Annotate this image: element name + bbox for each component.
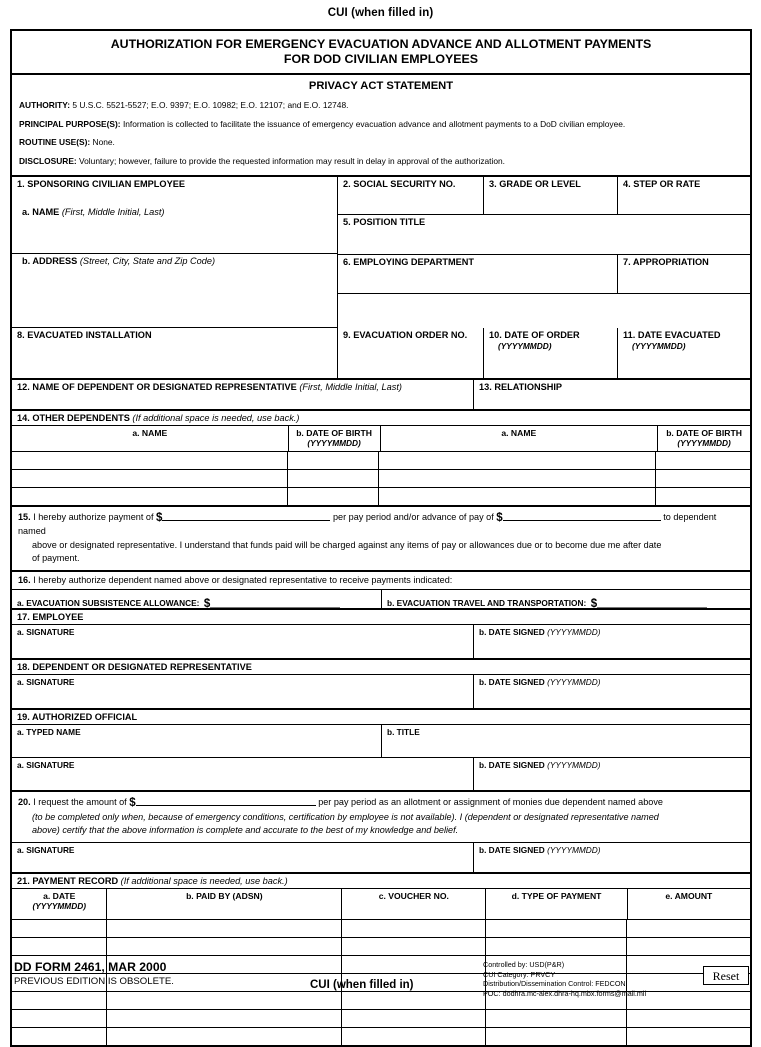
item-20a-label: a. SIGNATURE — [17, 844, 75, 855]
field-6-label: 6. EMPLOYING DEPARTMENT — [343, 257, 475, 267]
table-row — [12, 938, 750, 956]
item-21-cell[interactable] — [486, 920, 627, 937]
item-19b-label: b. TITLE — [387, 727, 420, 737]
block-12-13-row — [12, 380, 750, 411]
item-21-column-headers — [12, 889, 750, 920]
footer-distribution: Distribution/Dissemination Control: FEDCON — [483, 979, 626, 989]
item-19-header — [12, 710, 750, 725]
privacy-act-statement — [12, 75, 750, 177]
item-21-col-label: c. VOUCHER NO. — [378, 890, 449, 901]
field-14-col-dob-2-hint: (YYYYMMDD) — [677, 438, 731, 448]
item-15-text1: I hereby authorize payment of — [33, 511, 154, 522]
item-19c-label: a. SIGNATURE — [17, 760, 75, 770]
field-1-pad — [17, 191, 333, 207]
item-16a-label: a. EVACUATION SUBSISTENCE ALLOWANCE: — [17, 598, 200, 608]
table-row — [12, 470, 750, 488]
item-21-cell[interactable] — [342, 920, 486, 937]
dollar-sign-icon-5: $ — [129, 797, 136, 809]
item-19b-title[interactable] — [382, 725, 750, 757]
privacy-authority-text: 5 U.S.C. 5521-5527; E.O. 9397; E.O. 10982; E.O. 12107; and E.O. 12748. — [72, 100, 349, 110]
table-row — [12, 488, 750, 506]
field-4-label: 4. STEP OR RATE — [623, 179, 701, 189]
item-19-signature-row — [12, 758, 750, 792]
item-21-cell[interactable] — [342, 1028, 486, 1045]
field-1a-input-area[interactable] — [12, 218, 337, 254]
item-17b-label: b. DATE SIGNED (YYYYMMDD) — [479, 627, 601, 637]
field-14-label: 14. OTHER DEPENDENTS (If additional space is needed, use back.) — [17, 412, 300, 423]
item-15-line1 — [18, 510, 744, 539]
field-14-header — [12, 411, 750, 426]
field-3-label: 3. GRADE OR LEVEL — [489, 179, 581, 189]
field-14-col-dob-1-label: b. DATE OF BIRTH — [296, 427, 372, 438]
field-1a-name[interactable] — [17, 207, 333, 219]
item-21-col-label: b. PAID BY (ADSN) — [186, 890, 263, 901]
item-17a-signature[interactable] — [12, 625, 474, 658]
item-20-line1 — [18, 795, 744, 811]
footer-cui-banner: CUI (when filled in) — [310, 979, 414, 991]
item-21-col-label: d. TYPE OF PAYMENT — [511, 890, 602, 901]
item-18a-signature[interactable] — [12, 675, 474, 708]
field-10-hint: (YYYYMMDD) — [498, 341, 552, 351]
field-14-cell[interactable] — [656, 488, 748, 505]
field-14-col-dob-2 — [658, 426, 750, 451]
field-14-cell[interactable] — [379, 452, 656, 469]
field-3-grade-or-level[interactable] — [484, 177, 618, 214]
item-18-header — [12, 660, 750, 675]
footer-poc: POC: dodhra.mc-alex.dhra-hq.mbx.forms@mail.mil — [483, 988, 647, 998]
dollar-sign-icon: $ — [156, 511, 163, 524]
dollar-sign-icon-4: $ — [590, 598, 598, 610]
item-18b-label: b. DATE SIGNED (YYYYMMDD) — [479, 677, 601, 687]
footer-control-block — [483, 960, 646, 998]
item-21-cell[interactable] — [12, 938, 107, 955]
form-title — [12, 31, 750, 75]
field-5-label: 5. POSITION TITLE — [343, 217, 426, 227]
item-21-cell[interactable] — [107, 1028, 342, 1045]
field-13-relationship[interactable] — [474, 380, 750, 409]
item-15-text3: to dependent named — [18, 511, 717, 536]
form-title-line2: FOR DOD CIVILIAN EMPLOYEES — [283, 52, 479, 66]
item-18-signature-row — [12, 675, 750, 710]
field-9-label: 9. EVACUATION ORDER NO. — [343, 329, 468, 340]
field-1a-label: a. NAME (First, Middle Initial, Last) — [22, 206, 165, 217]
item-16-header — [12, 572, 750, 591]
privacy-routine — [19, 137, 743, 149]
item-18-label: 18. DEPENDENT OR DESIGNATED REPRESENTATIVE — [17, 662, 252, 672]
item-18a-label: a. SIGNATURE — [17, 677, 75, 687]
field-1b-label: b. ADDRESS (Street, City, State and Zip Code) — [22, 256, 216, 266]
item-20-text2: per pay period as an allotment or assignment of monies due dependent named above — [318, 797, 663, 807]
item-19d-label: b. DATE SIGNED (YYYYMMDD) — [479, 760, 601, 770]
field-12-name-of-dependent[interactable] — [12, 380, 474, 409]
privacy-routine-label: ROUTINE USE(S): — [19, 137, 91, 147]
item-16-number: 16. — [18, 574, 31, 585]
item-17-header — [12, 610, 750, 625]
item-17b-date-signed[interactable] — [474, 625, 750, 658]
privacy-disclosure — [19, 156, 743, 168]
item-15-text2: per pay period and/or advance of pay of — [332, 511, 494, 522]
item-20-number: 20. — [18, 797, 31, 807]
item-16-text: I hereby authorize dependent named above or designated representative to receive payments indicated: — [33, 574, 453, 585]
item-21-cell[interactable] — [486, 1028, 627, 1045]
field-14-cell[interactable] — [656, 470, 748, 487]
item-20-line2: (to be completed only when, because of emergency conditions, certification by employee is not available). I (dependent or designated representative named — [32, 811, 659, 822]
field-11-date-evacuated[interactable] — [618, 328, 750, 378]
form-title-line1: AUTHORIZATION FOR EMERGENCY EVACUATION ADVANCE AND ALLOTMENT PAYMENTS — [110, 37, 652, 51]
privacy-disclosure-label: DISCLOSURE: — [19, 155, 77, 166]
field-9-evacuation-order-no[interactable] — [338, 328, 484, 378]
table-row — [12, 1028, 750, 1045]
item-21-col-1 — [12, 889, 107, 919]
item-16a-input[interactable] — [210, 596, 340, 608]
field-14-column-headers — [12, 426, 750, 452]
item-16-amounts-row — [12, 590, 750, 610]
dollar-sign-icon-3: $ — [203, 598, 211, 610]
item-19d-date-signed[interactable] — [474, 758, 750, 790]
footer-previous-edition: PREVIOUS EDITION IS OBSOLETE. — [14, 976, 174, 987]
item-21-header — [12, 874, 750, 889]
item-20a-signature[interactable] — [12, 843, 474, 872]
item-21-col-3 — [342, 889, 486, 919]
field-14-col-dob-1-hint: (YYYYMMDD) — [307, 438, 361, 448]
field-14-col-dob-2-label: b. DATE OF BIRTH — [666, 427, 742, 438]
field-8-evacuated-installation[interactable] — [12, 328, 338, 378]
item-20b-date-signed[interactable] — [474, 843, 750, 872]
field-14-col-dob-1 — [289, 426, 381, 451]
item-21-cell[interactable] — [342, 938, 486, 955]
field-14-cell[interactable] — [12, 488, 288, 505]
field-11-hint: (YYYYMMDD) — [632, 341, 686, 351]
privacy-purpose-label: PRINCIPAL PURPOSE(S): — [19, 118, 121, 129]
item-16b-label: b. EVACUATION TRAVEL AND TRANSPORTATION: — [387, 598, 587, 608]
field-2-social-security-no[interactable] — [338, 177, 484, 214]
item-15-number: 15. — [18, 511, 31, 522]
field-14-cell[interactable] — [288, 488, 379, 505]
item-21-cell[interactable] — [107, 938, 342, 955]
item-20 — [12, 792, 750, 843]
item-15-amount-input-2[interactable] — [503, 510, 661, 521]
field-1-sponsoring-civilian-employee — [12, 177, 338, 328]
field-7-appropriation[interactable] — [618, 255, 750, 293]
item-15-amount-input-1[interactable] — [162, 510, 330, 521]
row-2-3-4 — [338, 177, 750, 215]
item-21-cell[interactable] — [486, 938, 627, 955]
field-10-label: 10. DATE OF ORDER — [489, 329, 580, 340]
item-17a-label: a. SIGNATURE — [17, 627, 75, 637]
item-20-line3: above) certify that the above information is complete and accurate to the best of my knowledge and belief. — [32, 825, 459, 835]
item-20-amount-input[interactable] — [136, 795, 316, 806]
item-21-cell[interactable] — [627, 920, 750, 937]
item-19a-typed-name[interactable] — [12, 725, 382, 757]
table-row — [12, 920, 750, 938]
item-16a-evacuation-subsistence-allowance[interactable] — [12, 590, 382, 608]
field-14-cell[interactable] — [288, 452, 379, 469]
block-8-11-row — [12, 328, 750, 380]
dollar-sign-icon-2: $ — [496, 511, 503, 524]
field-14-cell[interactable] — [379, 488, 656, 505]
item-21-col-5 — [628, 889, 750, 919]
item-17-signature-row — [12, 625, 750, 660]
field-14-col-name-1: a. NAME — [12, 426, 289, 451]
form-footer — [10, 960, 752, 1016]
item-20b-label: b. DATE SIGNED (YYYYMMDD) — [479, 844, 601, 855]
item-21-col-4 — [486, 889, 627, 919]
privacy-authority — [19, 100, 743, 112]
footer-cui-category: CUI Category: PRVCY — [483, 969, 556, 979]
footer-form-number: DD FORM 2461, MAR 2000 — [14, 960, 167, 974]
item-15 — [12, 506, 750, 572]
item-21-col-hint: (YYYYMMDD) — [32, 901, 86, 911]
item-19-label: 19. AUTHORIZED OFFICIAL — [17, 712, 138, 722]
item-15-line2: above or designated representative. I understand that funds paid will be charged against any items of pay or allowances due or to become due me after date — [32, 539, 662, 550]
item-21-cell[interactable] — [107, 920, 342, 937]
item-21-col-label: e. AMOUNT — [665, 890, 713, 901]
field-1b-address[interactable] — [17, 254, 333, 268]
cui-top-banner: CUI (when filled in) — [327, 7, 434, 19]
field-11-label: 11. DATE EVACUATED — [623, 329, 721, 340]
privacy-act-heading: PRIVACY ACT STATEMENT — [308, 80, 454, 92]
field-1-label: 1. SPONSORING CIVILIAN EMPLOYEE — [17, 179, 185, 189]
block-1-7-row — [12, 177, 750, 328]
item-19-name-title-row — [12, 725, 750, 758]
field-14-cell[interactable] — [12, 470, 288, 487]
field-5-position-title[interactable] — [338, 215, 750, 255]
field-12-label: 12. NAME OF DEPENDENT OR DESIGNATED REPRESENTATIVE (First, Middle Initial, Last) — [17, 381, 402, 392]
field-14-cell[interactable] — [656, 452, 748, 469]
item-21-label: 21. PAYMENT RECORD (If additional space is needed, use back.) — [17, 875, 288, 886]
privacy-purpose — [19, 119, 743, 131]
item-19a-label: a. TYPED NAME — [17, 727, 81, 737]
privacy-routine-text: None. — [92, 137, 115, 147]
field-14-rows — [12, 452, 750, 506]
table-row — [12, 452, 750, 470]
field-8-label: 8. EVACUATED INSTALLATION — [17, 329, 152, 340]
item-20-text1: I request the amount of — [33, 797, 127, 807]
item-16b-input[interactable] — [597, 596, 707, 608]
privacy-disclosure-text: Voluntary; however, failure to provide the requested information may result in delay in approval of the authorization. — [79, 155, 506, 166]
item-17-label: 17. EMPLOYEE — [17, 612, 84, 622]
field-14-cell[interactable] — [288, 470, 379, 487]
row-6-7 — [338, 255, 750, 294]
footer-left — [14, 960, 174, 988]
privacy-purpose-text: Information is collected to facilitate the issuance of emergency evacuation advance and allotment payments to a DoD civilian employee. — [122, 118, 626, 129]
item-18b-date-signed[interactable] — [474, 675, 750, 708]
field-7-label: 7. APPROPRIATION — [623, 257, 709, 267]
item-21-col-2 — [107, 889, 342, 919]
item-21-cell[interactable] — [627, 1028, 750, 1045]
item-19c-signature[interactable] — [12, 758, 474, 790]
item-21-cell[interactable] — [12, 1028, 107, 1045]
item-16b-evacuation-travel-transportation[interactable] — [382, 590, 750, 608]
item-15-line3: of payment. — [32, 553, 80, 563]
field-14-cell[interactable] — [379, 470, 656, 487]
reset-button[interactable]: Reset — [703, 966, 749, 985]
field-2-label: 2. SOCIAL SECURITY NO. — [343, 179, 456, 189]
field-1b-input-area[interactable] — [17, 268, 333, 327]
item-21-cell[interactable] — [12, 920, 107, 937]
item-21-col-label: a. DATE — [43, 890, 76, 901]
field-6-employing-department[interactable] — [338, 255, 618, 293]
field-14-col-name-2: a. NAME — [381, 426, 659, 451]
block-2-7-column — [338, 177, 750, 328]
field-14-cell[interactable] — [12, 452, 288, 469]
privacy-authority-label: AUTHORITY: — [19, 100, 71, 110]
field-4-step-or-rate[interactable] — [618, 177, 750, 214]
form-frame — [10, 29, 752, 1047]
item-20-signature-row — [12, 843, 750, 874]
footer-controlled-by: Controlled by: USD(P&R) — [483, 960, 565, 969]
field-10-date-of-order[interactable] — [484, 328, 618, 378]
item-21-cell[interactable] — [627, 938, 750, 955]
field-13-label: 13. RELATIONSHIP — [479, 381, 563, 392]
